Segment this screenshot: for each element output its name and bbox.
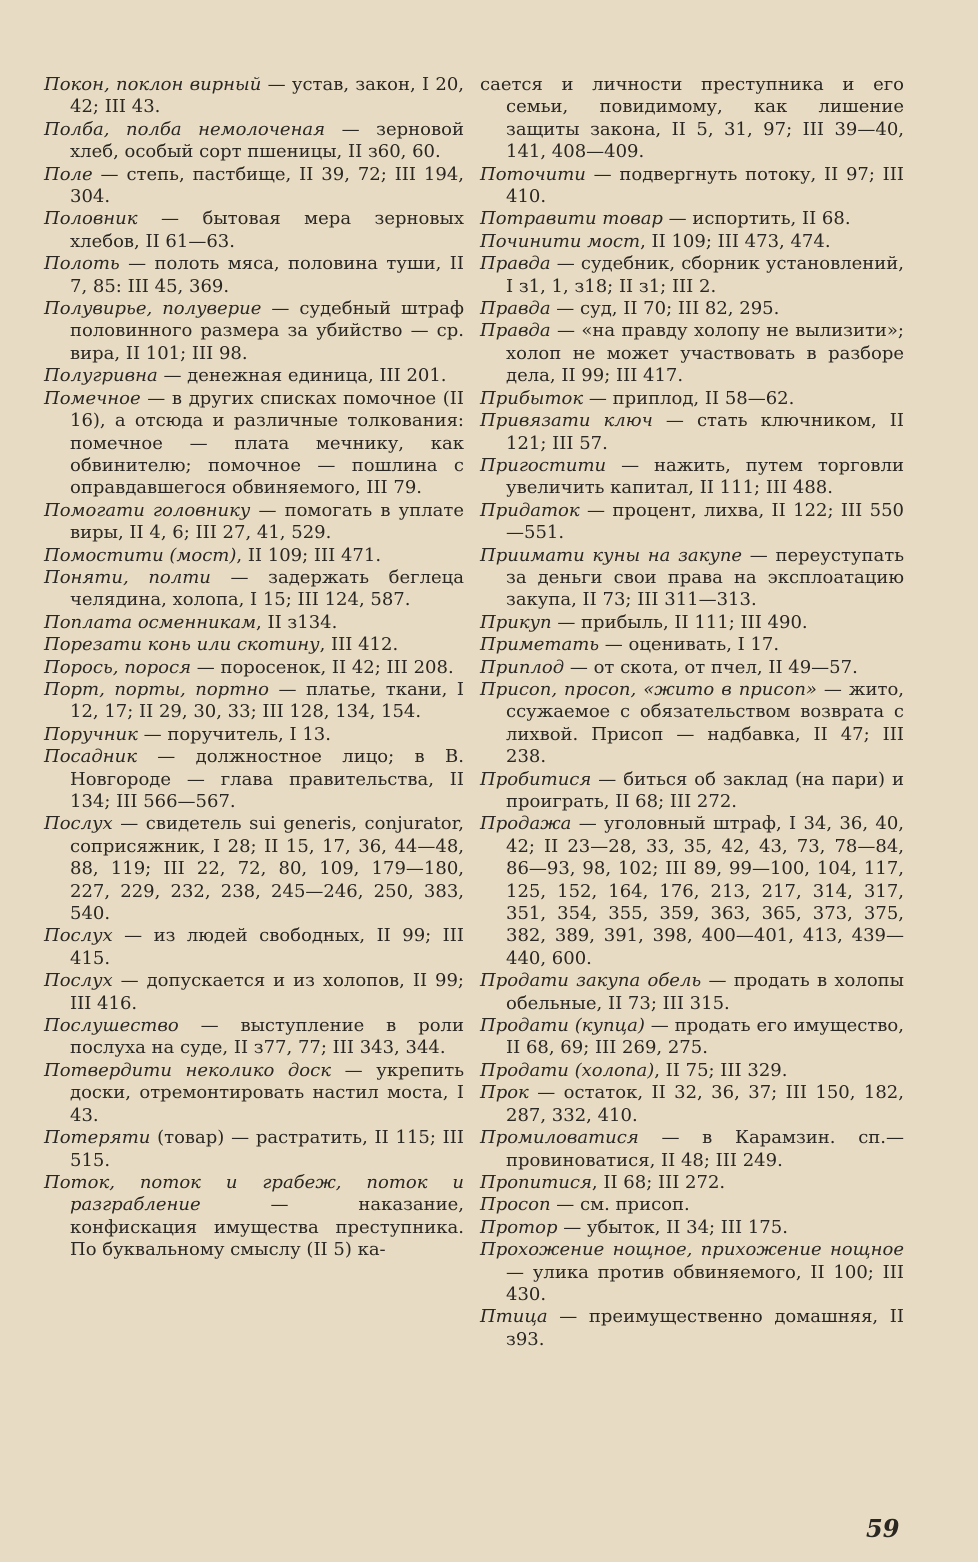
entry-headword: Помогати головнику bbox=[44, 499, 251, 521]
entry-headword: Помечное bbox=[44, 387, 141, 409]
glossary-entry bbox=[480, 320, 904, 387]
entry-headword: Прок bbox=[480, 1082, 529, 1104]
entry-headword: Птица bbox=[480, 1306, 548, 1328]
entry-headword: Послух bbox=[44, 970, 113, 992]
entry-definition: — в Карамзин. сп.— провиноватися, II 48; III 249. bbox=[506, 1127, 904, 1171]
entry-headword: Покон, поклон вирный bbox=[44, 74, 262, 95]
entry-definition: — переуступать за деньги свои права на эксплоатацию закупа, II 73; III 311—313. bbox=[506, 544, 904, 611]
entry-definition: — убыток, II 34; III 175. bbox=[557, 1216, 788, 1238]
entry-headword: Просоп bbox=[480, 1194, 551, 1216]
entry-headword: Прикуп bbox=[480, 611, 552, 633]
glossary-entry bbox=[480, 1172, 904, 1194]
entry-definition: — поросенок, II 42; III 208. bbox=[191, 656, 454, 678]
glossary-entry bbox=[480, 1217, 904, 1239]
entry-definition: — продать в холопы обельные, II 73; III 315. bbox=[506, 970, 904, 1014]
entry-definition: , II 75; III 329. bbox=[654, 1059, 788, 1081]
entry-headword: Приимати куны на закупе bbox=[480, 544, 743, 566]
entry-definition: , II 68; III 272. bbox=[591, 1171, 726, 1193]
entry-definition: — нажить, путем торговли увеличить капитал, II 111; III 488. bbox=[506, 454, 904, 499]
entry-definition: — свидетель sui generis, conjurator, соприсяжник, I 28; II 15, 17, 36, 44—48, 88, 119; III 22, 72, 80, 109, 179—180, 227, 229, 232, 238, 245—246, 250, 383, 540. bbox=[70, 813, 464, 925]
entry-definition: — выступление в роли послуха на суде, II з77, 77; III 343, 344. bbox=[70, 1015, 464, 1059]
glossary-entry bbox=[480, 1194, 904, 1216]
entry-headword: Полувирье, полуверие bbox=[44, 298, 262, 320]
glossary-entry bbox=[480, 208, 904, 230]
entry-headword: Пробитися bbox=[480, 768, 592, 790]
glossary-entry bbox=[44, 119, 464, 164]
glossary-entry bbox=[44, 164, 464, 209]
left-column bbox=[44, 74, 464, 1262]
glossary-entry bbox=[44, 813, 464, 925]
entry-headword: Помостити (мост) bbox=[44, 544, 237, 566]
glossary-entry bbox=[480, 455, 904, 500]
glossary-entry bbox=[480, 410, 904, 455]
entry-definition: — см. присоп. bbox=[550, 1194, 690, 1216]
entry-definition: — уголовный штраф, I 34, 36, 40, 42; II 23—28, 33, 35, 42, 43, 73, 78—84, 86—93, 98, 102; III 89, 99—100, 104, 117, 125, 152, 164, 176, 213, 217, 314, 317, 351, 354, 355, 359, 363, 365, 373, 375, 382, 389, 391, 398, 400—401, 413, 439—440, 600. bbox=[506, 813, 904, 969]
glossary-entry bbox=[480, 612, 904, 634]
entry-headword: Порезати конь или скотину bbox=[44, 634, 320, 656]
glossary-entry bbox=[44, 298, 464, 365]
page-number: 59 bbox=[866, 1514, 900, 1543]
entry-headword: Послушество bbox=[44, 1015, 179, 1037]
entry-definition: — платье, ткани, I 12, 17; II 29, 30, 33; III 128, 134, 154. bbox=[70, 678, 464, 723]
entry-headword: Потеряти bbox=[44, 1127, 151, 1149]
glossary-entry bbox=[44, 208, 464, 253]
entry-definition: — поручитель, I 13. bbox=[137, 723, 331, 745]
entry-headword: Послух bbox=[44, 813, 113, 835]
entry-definition: — бытовая мера зерновых хлебов, II 61—63. bbox=[70, 208, 464, 252]
glossary-entry bbox=[480, 545, 904, 612]
glossary-entry bbox=[44, 1127, 464, 1172]
glossary-entry bbox=[480, 1015, 904, 1060]
glossary-entry bbox=[44, 545, 464, 567]
entry-headword: Продати (холопа) bbox=[480, 1059, 655, 1081]
entry-headword: Правда bbox=[480, 253, 551, 275]
entry-definition: — продать его имущество, II 68, 69; III 269, 275. bbox=[506, 1015, 904, 1059]
entry-headword: Присоп, просоп, «жито в присоп» bbox=[480, 678, 817, 700]
entry-headword: Прохожение нощное, прихожение нощное bbox=[480, 1239, 904, 1261]
entry-definition: — стать ключником, II 121; III 57. bbox=[506, 410, 904, 454]
entry-definition: — приплод, II 58—62. bbox=[583, 387, 795, 409]
entry-headword: Полоть bbox=[44, 253, 120, 275]
glossary-entry bbox=[44, 657, 464, 679]
entry-headword: Придаток bbox=[480, 499, 580, 521]
entry-headword: Продати закупа обель bbox=[480, 970, 702, 992]
entry-headword: Поплата осменникам bbox=[44, 611, 257, 633]
entry-headword: Правда bbox=[480, 298, 551, 320]
entry-definition: — в других списках помочное (II 16), а отсюда и различные толкования: помечное — плата мечнику, как обвинителю; помочное — пошлина с оправдавшегося обвиняемого, III 79. bbox=[70, 387, 464, 499]
entry-definition: — должностное лицо; в В. Новгороде — глава правительства, II 134; III 566—567. bbox=[70, 746, 464, 812]
entry-definition: — биться об заклад (на пари) и проиграть, II 68; III 272. bbox=[506, 768, 904, 812]
entry-definition: — полоть мяса, половина туши, II 7, 85: III 45, 369. bbox=[70, 253, 464, 297]
entry-definition: — испортить, II 68. bbox=[662, 208, 851, 230]
glossary-entry bbox=[44, 388, 464, 500]
entry-headword: Приметать bbox=[480, 634, 600, 656]
entry-headword: Порось, порося bbox=[44, 656, 192, 678]
entry-headword: Поле bbox=[44, 163, 93, 185]
glossary-entry bbox=[44, 612, 464, 634]
entry-headword: Продати (купца) bbox=[480, 1015, 645, 1037]
glossary-entry bbox=[480, 253, 904, 298]
glossary-entry bbox=[480, 634, 904, 656]
glossary-entry bbox=[480, 970, 904, 1015]
glossary-entry bbox=[480, 388, 904, 410]
entry-definition: — судебник, сборник установлений, I з1, 1, з18; II з1; III 2. bbox=[506, 253, 904, 297]
entry-headword: Приплод bbox=[480, 656, 565, 678]
entry-headword: Полугривна bbox=[44, 365, 158, 387]
entry-headword: Поняти, полти bbox=[44, 566, 211, 588]
entry-definition: , II 109; III 471. bbox=[236, 544, 382, 566]
entry-definition: — улика против обвиняемого, II 100; III 430. bbox=[506, 1261, 904, 1305]
entry-headword: Потвердити неколико доск bbox=[44, 1059, 331, 1081]
glossary-entry bbox=[480, 298, 904, 320]
entry-headword: Привязати ключ bbox=[480, 410, 653, 432]
entry-headword: Поточити bbox=[480, 163, 586, 185]
glossary-entry bbox=[44, 724, 464, 746]
entry-definition: , III 412. bbox=[319, 634, 399, 656]
entry-definition: — устав, закон, I 20, 42; III 43. bbox=[70, 74, 464, 118]
entry-definition: , II з134. bbox=[256, 611, 338, 633]
glossary-entry bbox=[44, 970, 464, 1015]
entry-headword: Порт, порты, портно bbox=[44, 678, 269, 700]
glossary-entry bbox=[44, 74, 464, 119]
glossary-entry bbox=[480, 1082, 904, 1127]
entry-definition: — подвергнуть потоку, II 97; III 410. bbox=[506, 163, 904, 208]
entry-definition: — наказание, конфискация имущества преступника. По буквальному смыслу (II 5) ка- bbox=[70, 1194, 464, 1261]
glossary-entry bbox=[480, 1060, 904, 1082]
entry-headword: Половник bbox=[44, 208, 138, 230]
entry-definition: — денежная единица, III 201. bbox=[157, 365, 447, 387]
entry-definition: — допускается и из холопов, II 99; III 416. bbox=[70, 970, 464, 1014]
entry-definition: — остаток, II 32, 36, 37; III 150, 182, 287, 332, 410. bbox=[506, 1082, 904, 1126]
entry-headword: Посадник bbox=[44, 746, 137, 768]
entry-definition: — «на правду холопу не вылизити»; холоп не может участвовать в разборе дела, II 99; III 417. bbox=[506, 320, 904, 387]
glossary-entry bbox=[480, 1239, 904, 1306]
entry-headword: Правда bbox=[480, 320, 551, 342]
entry-headword: Поток, поток и грабеж, поток и разграбление bbox=[44, 1171, 464, 1216]
glossary-entry bbox=[480, 74, 904, 164]
entry-definition: (товар) — растратить, II 115; III 515. bbox=[70, 1127, 464, 1171]
entry-definition: — задержать беглеца челядина, холопа, I 15; III 124, 587. bbox=[70, 566, 464, 611]
entry-definition: — оценивать, I 17. bbox=[599, 634, 780, 656]
glossary-entry bbox=[44, 746, 464, 813]
glossary-entry bbox=[480, 231, 904, 253]
entry-headword: Пригостити bbox=[480, 454, 607, 476]
entry-definition: — судебный штраф половинного размера за убийство — ср. вира, II 101; III 98. bbox=[70, 298, 464, 364]
entry-headword: Пропитися bbox=[480, 1171, 592, 1193]
entry-headword: Прибыток bbox=[480, 387, 584, 409]
entry-headword: Протор bbox=[480, 1216, 558, 1238]
glossary-entry bbox=[44, 500, 464, 545]
glossary-entry bbox=[44, 634, 464, 656]
entry-definition: — прибыль, II 111; III 490. bbox=[551, 611, 808, 633]
entry-definition: — процент, лихва, II 122; III 550—551. bbox=[506, 499, 904, 544]
glossary-entry bbox=[480, 164, 904, 209]
entry-definition: — степь, пастбище, II 39, 72; III 194, 304. bbox=[70, 163, 464, 208]
glossary-entry bbox=[44, 925, 464, 970]
entry-headword: Починити мост bbox=[480, 230, 641, 252]
glossary-entry bbox=[480, 813, 904, 970]
entry-definition: — зерновой хлеб, особый сорт пшеницы, II з60, 60. bbox=[70, 118, 464, 163]
glossary-entry bbox=[44, 365, 464, 387]
glossary-entry bbox=[480, 679, 904, 769]
entry-definition: — помогать в уплате виры, II 4, 6; III 27, 41, 529. bbox=[70, 499, 464, 544]
glossary-entry bbox=[44, 1172, 464, 1262]
glossary-entry bbox=[480, 657, 904, 679]
glossary-entry bbox=[44, 567, 464, 612]
entry-headword: Полба, полба немолоченая bbox=[44, 118, 326, 140]
entry-definition: — укрепить доски, отремонтировать настил моста, I 43. bbox=[70, 1059, 464, 1126]
glossary-entry bbox=[44, 1060, 464, 1127]
entry-headword: Послух bbox=[44, 925, 113, 947]
entry-definition: — суд, II 70; III 82, 295. bbox=[550, 298, 780, 320]
entry-definition: — из людей свободных, II 99; III 415. bbox=[70, 925, 464, 969]
entry-headword: Продажа bbox=[480, 813, 572, 835]
entry-definition: — преимущественно домашняя, II з93. bbox=[506, 1306, 904, 1350]
glossary-entry bbox=[44, 1015, 464, 1060]
entry-definition: — жито, ссужаемое с обязательством возврата с лихвой. Присоп — надбавка, II 47; III 238. bbox=[506, 678, 904, 768]
glossary-entry bbox=[480, 1306, 904, 1351]
entry-definition: сается и личности преступника и его семьи, повидимому, как лишение защиты закона, II 5, 31, 97; III 39—40, 141, 408—409. bbox=[480, 74, 904, 163]
entry-headword: Промиловатися bbox=[480, 1127, 639, 1149]
entry-definition: , II 109; III 473, 474. bbox=[640, 230, 831, 252]
glossary-entry bbox=[44, 679, 464, 724]
glossary-entry bbox=[480, 1127, 904, 1172]
right-column bbox=[480, 74, 904, 1351]
glossary-entry bbox=[480, 500, 904, 545]
entry-definition: — от скота, от пчел, II 49—57. bbox=[564, 656, 858, 678]
entry-headword: Потравити товар bbox=[480, 208, 663, 230]
glossary-entry bbox=[480, 769, 904, 814]
entry-headword: Поручник bbox=[44, 723, 138, 745]
glossary-entry bbox=[44, 253, 464, 298]
